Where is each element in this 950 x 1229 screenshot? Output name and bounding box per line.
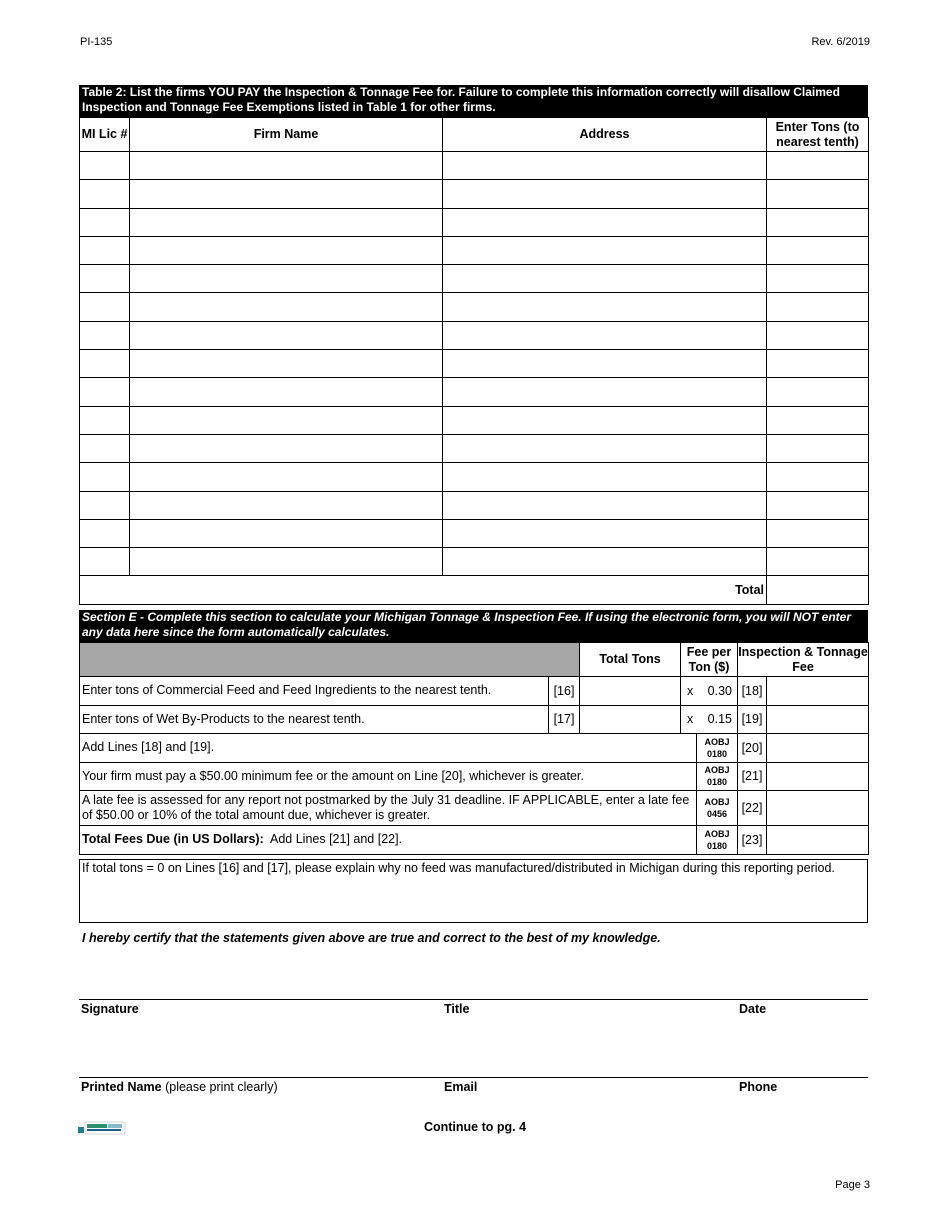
mi-lic-cell[interactable] (80, 434, 130, 462)
aobj-code: 0456 (706, 809, 728, 819)
address-cell[interactable] (443, 406, 767, 434)
address-cell[interactable] (443, 463, 767, 491)
line-23-aobj (697, 826, 738, 855)
tons-cell[interactable] (767, 406, 869, 434)
table-row (80, 434, 869, 462)
line-18-label: [18] (738, 677, 767, 706)
date-label: Date (739, 1002, 767, 1016)
line-23-label: [23] (738, 826, 767, 855)
firm-name-cell[interactable] (130, 208, 443, 236)
aobj-label: AOBJ (704, 736, 730, 747)
firm-name-cell[interactable] (130, 321, 443, 349)
mi-lic-cell[interactable] (80, 265, 130, 293)
address-cell[interactable] (443, 208, 767, 236)
total-fees-instruction: Add Lines [21] and [22]. (270, 832, 403, 847)
total-label: Total (80, 576, 767, 604)
table2-title: Table 2: List the firms YOU PAY the Inspection & Tonnage Fee for. Failure to complete this information correctly will disallow Claimed Inspection and Tonnage Fee Exemptions listed in Table 1 for other firms. (79, 85, 868, 118)
firm-name-cell[interactable] (130, 548, 443, 576)
firm-name-cell[interactable] (130, 293, 443, 321)
header-total-tons: Total Tons (580, 643, 681, 677)
firm-name-cell[interactable] (130, 519, 443, 547)
table-row (80, 378, 869, 406)
phone-label: Phone (739, 1080, 778, 1094)
address-cell[interactable] (443, 180, 767, 208)
line-20-text: Add Lines [18] and [19]. (80, 734, 697, 763)
col-mi-lic: MI Lic # (80, 118, 130, 152)
total-fees-label: Total Fees Due (in US Dollars): (82, 832, 264, 847)
continue-note: Continue to pg. 4 (423, 1120, 527, 1134)
aobj-code: 0180 (706, 840, 728, 851)
firm-name-cell[interactable] (130, 152, 443, 180)
table-row (80, 406, 869, 434)
tons-cell[interactable] (767, 321, 869, 349)
line-21-text: Your firm must pay a $50.00 minimum fee or the amount on Line [20], whichever is greater. (80, 762, 697, 791)
email-label: Email (444, 1080, 478, 1094)
line-17-label: [17] (549, 705, 580, 734)
mi-lic-cell[interactable] (80, 208, 130, 236)
revision-date: Rev. 6/2019 (811, 36, 870, 48)
line-23-field[interactable] (767, 826, 869, 855)
tons-cell[interactable] (767, 293, 869, 321)
tons-cell[interactable] (767, 491, 869, 519)
header-inspection-fee: Inspection & Tonnage Fee (738, 643, 869, 677)
line-22-text: A late fee is assessed for any report not postmarked by the July 31 deadline. IF APPLICABLE, enter a late fee of $50.00 or 10% of the total amount due, whichever is greater. (80, 791, 697, 826)
aobj-label: AOBJ (704, 828, 730, 839)
col-address: Address (443, 118, 767, 152)
certification-statement: I hereby certify that the statements given above are true and correct to the best of my knowledge. (82, 931, 661, 945)
total-tons-field[interactable] (767, 576, 869, 604)
line-23-text (80, 826, 697, 855)
table-row (80, 463, 869, 491)
table-row (80, 152, 869, 180)
line-21-label: [21] (738, 762, 767, 791)
mi-lic-cell[interactable] (80, 236, 130, 264)
line-19-label: [19] (738, 705, 767, 734)
table-row (80, 208, 869, 236)
line-22-aobj (697, 791, 738, 826)
mi-lic-cell[interactable] (80, 293, 130, 321)
signature-line[interactable] (79, 999, 868, 1000)
line-21-aobj (697, 762, 738, 791)
tons-cell[interactable] (767, 463, 869, 491)
firm-name-cell[interactable] (130, 265, 443, 293)
table-row (80, 265, 869, 293)
mi-lic-cell[interactable] (80, 321, 130, 349)
header-fee-per-ton: Fee per Ton ($) (681, 643, 738, 677)
line-16-label: [16] (549, 677, 580, 706)
address-cell[interactable] (443, 491, 767, 519)
tons-cell[interactable] (767, 378, 869, 406)
line-18-field[interactable] (767, 677, 869, 706)
address-cell[interactable] (443, 434, 767, 462)
firm-name-cell[interactable] (130, 236, 443, 264)
line-21-field[interactable] (767, 762, 869, 791)
line-16-field[interactable] (580, 677, 681, 706)
firm-name-cell[interactable] (130, 180, 443, 208)
section-e-header-blank (80, 643, 580, 677)
tons-cell[interactable] (767, 152, 869, 180)
mi-lic-cell[interactable] (80, 378, 130, 406)
tons-cell[interactable] (767, 548, 869, 576)
tons-cell[interactable] (767, 519, 869, 547)
line-20-aobj (697, 734, 738, 763)
printed-name-line[interactable] (79, 1077, 868, 1078)
firm-name-cell[interactable] (130, 350, 443, 378)
rate-value: 0.15 (707, 712, 733, 727)
zero-tons-explanation-prompt: If total tons = 0 on Lines [16] and [17], please explain why no feed was manufactured/distributed in Michigan during this reporting period. (82, 861, 835, 875)
multiplier-sign: x (687, 683, 694, 698)
col-firm-name: Firm Name (130, 118, 443, 152)
rate-value: 0.30 (707, 683, 733, 698)
line-18-rate (681, 677, 738, 706)
table-row (80, 548, 869, 576)
multiplier-sign: x (687, 712, 694, 727)
mi-lic-cell[interactable] (80, 350, 130, 378)
section-e-table (79, 642, 869, 855)
tons-cell[interactable] (767, 208, 869, 236)
aobj-code: 0180 (706, 748, 728, 759)
tons-cell[interactable] (767, 265, 869, 293)
table-row (80, 491, 869, 519)
aobj-label: AOBJ (704, 765, 730, 776)
line-17-field[interactable] (580, 705, 681, 734)
printed-name-note: (please print clearly) (165, 1080, 278, 1094)
address-cell[interactable] (443, 152, 767, 180)
table-row (80, 236, 869, 264)
tons-cell[interactable] (767, 434, 869, 462)
firm-name-cell[interactable] (130, 434, 443, 462)
mi-lic-cell[interactable] (80, 152, 130, 180)
mi-lic-cell[interactable] (80, 548, 130, 576)
printed-name-label (81, 1080, 278, 1094)
title-label: Title (444, 1002, 470, 1016)
page-number: Page 3 (835, 1179, 870, 1191)
mi-lic-cell[interactable] (80, 519, 130, 547)
printed-name-title: Printed Name (81, 1080, 162, 1094)
line-19-field[interactable] (767, 705, 869, 734)
table2-body (80, 152, 869, 576)
firm-name-cell[interactable] (130, 406, 443, 434)
address-cell[interactable] (443, 265, 767, 293)
col-tons: Enter Tons (to nearest tenth) (767, 118, 869, 152)
aobj-label: AOBJ (704, 797, 730, 807)
tons-cell[interactable] (767, 350, 869, 378)
address-cell[interactable] (443, 321, 767, 349)
mi-lic-cell[interactable] (80, 491, 130, 519)
line-17-text: Enter tons of Wet By-Products to the nearest tenth. (80, 705, 549, 734)
line-20-label: [20] (738, 734, 767, 763)
line-19-rate (681, 705, 738, 734)
mi-lic-cell[interactable] (80, 180, 130, 208)
address-cell[interactable] (443, 350, 767, 378)
section-e-title: Section E - Complete this section to calculate your Michigan Tonnage & Inspection Fee. If using the electronic form, you will NOT enter any data here since the form automatically calculates. (79, 610, 868, 643)
firm-name-cell[interactable] (130, 463, 443, 491)
address-cell[interactable] (443, 378, 767, 406)
tons-cell[interactable] (767, 180, 869, 208)
table-row (80, 350, 869, 378)
line-20-field[interactable] (767, 734, 869, 763)
mi-lic-cell[interactable] (80, 463, 130, 491)
mi-lic-cell[interactable] (80, 406, 130, 434)
table-row (80, 293, 869, 321)
table-row (80, 321, 869, 349)
address-cell[interactable] (443, 519, 767, 547)
line-22-field[interactable] (767, 791, 869, 826)
signature-label: Signature (81, 1002, 139, 1016)
address-cell[interactable] (443, 293, 767, 321)
table-row (80, 180, 869, 208)
aobj-code: 0180 (706, 777, 728, 788)
table-row (80, 519, 869, 547)
address-cell[interactable] (443, 236, 767, 264)
form-id: PI-135 (80, 36, 113, 48)
line-22-label: [22] (738, 791, 767, 826)
firm-name-cell[interactable] (130, 378, 443, 406)
line-16-text: Enter tons of Commercial Feed and Feed Ingredients to the nearest tenth. (80, 677, 549, 706)
table2-firms (79, 117, 869, 605)
firm-name-cell[interactable] (130, 491, 443, 519)
zero-tons-explanation-field[interactable] (79, 859, 868, 923)
address-cell[interactable] (443, 548, 767, 576)
tons-cell[interactable] (767, 236, 869, 264)
